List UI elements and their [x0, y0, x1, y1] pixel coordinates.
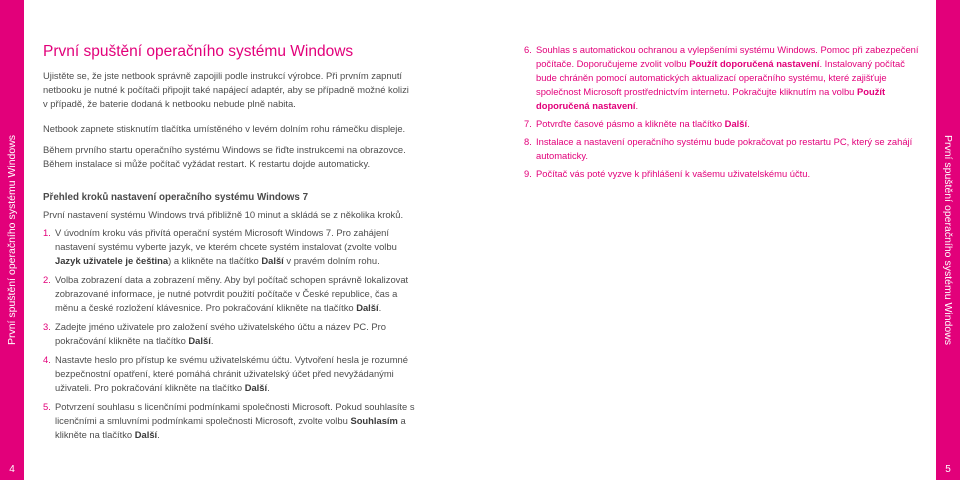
step-text: . [210, 335, 214, 346]
step-number: 8. [524, 136, 532, 147]
overview-paragraph: První nastavení systému Windows trvá přibližně 10 minut a skládá se z několika kroků. [43, 209, 404, 220]
step-emphasis: Použít doporučená nastavení [536, 86, 886, 111]
step-text: Potvrďte časové pásmo a klikněte na tlačítko [536, 118, 725, 129]
step-text: Zadejte jméno uživatele pro založení svého uživatelského účtu a název PC. Pro pokračování klikněte na tlačítko [55, 321, 386, 346]
page-number-right: 5 [945, 464, 951, 475]
step-item [43, 353, 418, 395]
step-emphasis: Použít doporučená nastavení [689, 58, 820, 69]
step-item [524, 43, 919, 113]
right-side-band [936, 0, 960, 480]
step-item [43, 273, 418, 315]
steps-list-left [43, 226, 418, 442]
step-number: 5. [43, 401, 51, 412]
step-number: 7. [524, 118, 532, 129]
left-side-band [0, 0, 24, 480]
step-number: 6. [524, 44, 532, 55]
step-text: . [378, 302, 382, 313]
step-emphasis: Další [261, 255, 284, 266]
step-text: ) a klikněte na tlačítko [168, 255, 262, 266]
step-number: 9. [524, 168, 532, 179]
page-number-left: 4 [9, 464, 15, 475]
step-number: 2. [43, 274, 51, 285]
step-item [524, 167, 919, 181]
step-text: . [267, 382, 270, 393]
step-emphasis: Další [724, 118, 748, 129]
overview-heading: Přehled kroků nastavení operačního systému Windows 7 [43, 192, 309, 203]
step-item [524, 135, 919, 163]
steps-list-right [524, 43, 919, 181]
left-band-title: První spuštění operačního systému Windows [6, 134, 18, 346]
step-text: v pravém dolním rohu. [283, 255, 380, 266]
step-emphasis: Další [134, 429, 158, 440]
step-text: a klikněte na tlačítko [55, 415, 406, 440]
step-text: . Instalovaný počítač bude chráněn pomocí automatických aktualizací operačního systému, které zajišťuje společnost Microsoft prostřednictvím internetu. Pokračujte kliknutím na volbu [536, 58, 905, 97]
step-text: Souhlas s automatickou ochranou a vylepšeními systému Windows. Pomoc při zabezpečení počítače. Doporučujeme zvolit volbu [536, 44, 919, 69]
startup-paragraph: Během prvního startu operačního systému Windows se řiďte instrukcemi na obrazovce. Během instalace si může počítač vyžádat restart. K restartu dojde automaticky. [43, 144, 406, 169]
intro-paragraph: Ujistěte se, že jste netbook správně zapojili podle instrukcí výrobce. Při prvním zapnutí netbooku je nutné k počítači připojit také napájecí adaptér, aby se případně možné kolizi v případě, že baterie dodaná k netbooku nebude plně nabita. [43, 70, 409, 109]
step-text: V úvodním kroku vás přivítá operační systém Microsoft Windows 7. Pro zahájení nastavení systému vyberte jazyk, ve kterém chcete systém instalovat (zvolte volbu [55, 227, 397, 252]
step-text: . [635, 100, 639, 111]
step-emphasis: Další [188, 335, 211, 346]
page-title: První spuštění operačního systému Windows [43, 43, 354, 60]
right-band-title: První spuštění operačního systému Windows [942, 134, 954, 346]
step-item [524, 117, 919, 131]
step-emphasis: Další [244, 382, 268, 393]
step-text: . [747, 118, 750, 129]
power-paragraph: Netbook zapnete stisknutím tlačítka umístěného v levém dolním rohu rámečku displeje. [43, 123, 406, 134]
step-number: 3. [43, 321, 51, 332]
step-emphasis: Souhlasím [350, 415, 398, 426]
step-text: . [157, 429, 160, 440]
step-emphasis: Jazyk uživatele je čeština [55, 255, 169, 266]
step-item [43, 320, 418, 348]
step-item [43, 226, 418, 268]
step-item [43, 400, 418, 442]
step-text: Instalace a nastavení operačního systému bude pokračovat po restartu PC, který se zahájí automaticky. [536, 136, 913, 161]
step-text: Nastavte heslo pro přístup ke svému uživatelskému účtu. Vytvoření hesla je rozumné bezpečnostní opatření, které pomáhá chránit uživatelský účet před nevyžádanými uživateli. Pro pokračování klikněte na tlačítko [55, 354, 408, 393]
step-text: Potvrzení souhlasu s licenčními podmínkami společnosti Microsoft. Pokud souhlasíte s licenčními a smluvními podmínkami společnosti Microsoft, zvolte volbu [55, 401, 415, 426]
step-number: 1. [43, 227, 51, 238]
step-text: Volba zobrazení data a zobrazení měny. Aby byl počítač schopen správně lokalizovat zobrazované informace, je nutné potvrdit použití počítače v České republice, čas a měnu a české rozložení klávesnice. Pro pokračování klikněte na tlačítko [55, 274, 409, 313]
step-text: Počítač vás poté vyzve k přihlášení k vašemu uživatelskému účtu. [536, 168, 811, 179]
step-emphasis: Další [356, 302, 379, 313]
step-number: 4. [43, 354, 51, 365]
